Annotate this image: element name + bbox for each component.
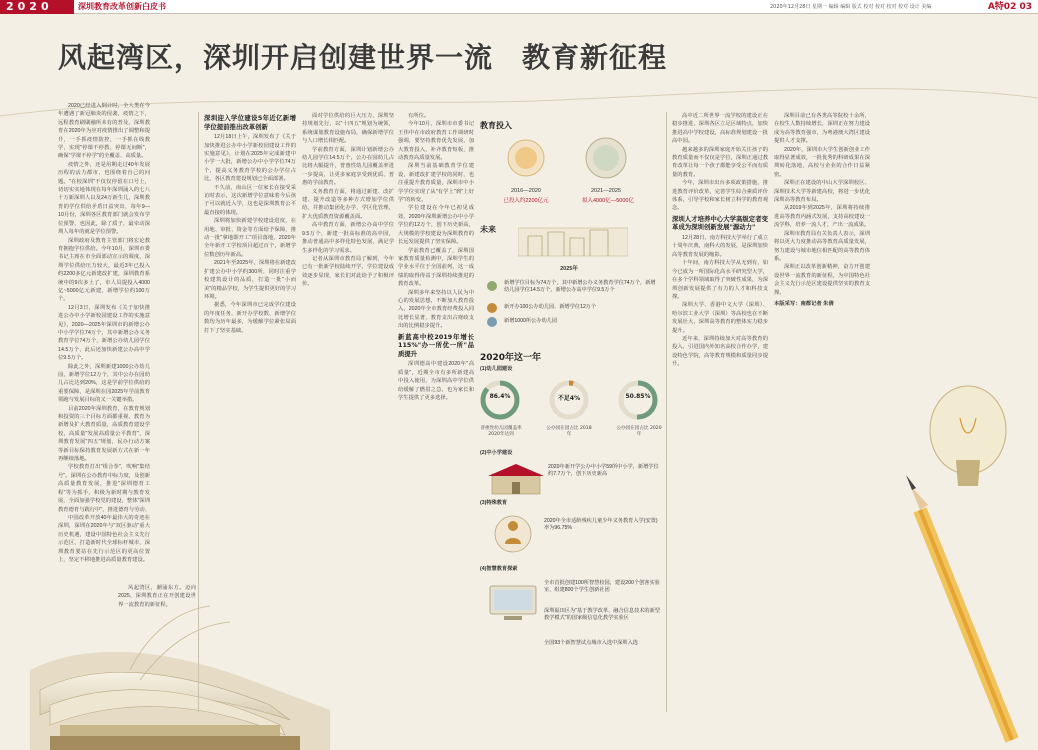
future-goal: [504, 304, 660, 311]
section-heading: 深圳人才培养中心大学高级定者变革成为深圳创新发展"源动力": [672, 214, 768, 232]
paragraph: 学校教育打出"组合拳"，吹响"集结号"。深圳在公办教育中标力度，及创新高质量教育发展，推进"深圳德育工程"等为抓手，积极为新时期与教育发展，全面加强学校党的建设，整体"深圳教育德育与践行中"，推进德育与劳动、: [58, 464, 150, 513]
paragraph: 深圳正以改革创新精神，奋力开创建设世界一流教育的新征程，为中国特色社会主义先行示范区建设提供坚实的教育支撑。: [774, 264, 870, 296]
school-icon: [488, 462, 544, 496]
infographic-section-title: 教育投入: [480, 121, 512, 130]
paragraph: 据悉，今年深圳市已完成学位建设的年度任务，新开办学校数、新增学位数均为历年最多，为缓解学位紧张局面打下了坚实基础。: [204, 302, 296, 334]
paragraph: 不久前，南山区一位家长在接受采访时表示，这次新增学位意味着今后孩子可以就近入学，这也是深圳教育公平最直接的体现。: [204, 184, 296, 216]
period-value: 已投入约2200亿元: [503, 198, 549, 204]
section-heading: 新蓝高中校2019年增长115%"办一所优一所"品质提升: [398, 332, 474, 358]
paragraph: 十年间，南方科技大学从无到有，如今已成为一所国际化高水平研究型大学，在多个学科领域取得了突破性成果，为深圳创新发展提供了有力的人才和科技支撑。: [672, 260, 768, 300]
period-label: 2016—2020: [511, 188, 541, 194]
paragraph: 今年10月，深圳市市委书记王伟中在市政府教育工作调研时强调，要坚持教育优先发展，加大教育投入，补齐教育短板，推动教育高质量发展。: [398, 121, 474, 162]
future-building-graphic: [518, 218, 628, 260]
subsection-title: (1)幼儿园建设: [480, 366, 513, 372]
donut-caption: 公办园在园占比 2018年: [546, 426, 592, 437]
paragraph: 2021年至2025年，深圳将在新建改扩建公办中小学约300所，同时注重学校建筑设计的品质，打造一批"小而美"的精品学校，为学生提供更好的学习环境。: [204, 260, 296, 300]
paragraph: 义务教育方面，将通过新建、改扩建、提升改造等多种方式增加学位供给，并推动集团化办学、学区化管理，扩大优质教育资源覆盖面。: [302, 188, 394, 220]
donut-label: 不足4%: [557, 395, 581, 402]
article-column-3: [302, 112, 394, 722]
paragraph: 12月18日上午，深圳发布了《关于加快推进公办中小学新校园建设工作的实施意见》，计划在2025年完成新建中小学一大批，新增公办中小学学位74万个，提高义务教育学校的公办学位占比，各区教育建设规划已全面部署。: [204, 134, 296, 183]
subsection-text: 全市首批创建100所智慧校园，建设200个创客实验室，组建800个学生创新社团: [544, 580, 660, 593]
future-goal: [504, 318, 660, 325]
special-education-icon: [488, 512, 538, 556]
page-code: A特02 03: [987, 2, 1032, 12]
paragraph: 深圳市教育局有关负责人表示，深圳将以更大力度推动高等教育高质量发展，努力建设与城市地位相匹配的高等教育体系。: [774, 230, 870, 262]
column-divider: [666, 112, 667, 712]
infographic: [478, 100, 664, 740]
paragraph: 除此之外，深圳新建1000公办幼儿园，新增学位12万个，其中公办在园幼儿占比达到20%，这是学前学位供给的重要保障，是深圳在园2025年学前教育领跑与发展目标的又一关键举措。: [58, 363, 150, 404]
future-goal-text: 新开办100公办幼儿园、新增学位12万个: [504, 304, 597, 310]
article-column-4: [398, 112, 474, 722]
subsection-text: 深圳福田区为"基于教学改革、融合信息技术的新型教学模式"的国家级信息化教学实验区: [544, 608, 660, 621]
subsection-text: 2020年新开学公办中小学59所中小学，新增学位约7.7万个，创下历史新高: [548, 464, 659, 477]
paragraph: 中国改革开放40年最伟大的奇迹在深圳，深圳在2020年与"双区驱动"重大历史机遇，建设中国特色社会主义先行示范区，打造新时代全球标杆城市，深圳教育要站在先行示范区的更高位置上，坚定不移地推进高质量教育建设。: [58, 515, 150, 564]
subsection-text: 全国93个新智慧试点城市入选中深圳入选: [544, 640, 638, 646]
paragraph: 深圳多年来坚持以人民为中心的发展思想，不断加大教育投入，2020年全市教育经费投入同比增长显著，教育支出占财政支出的比例稳步提升。: [398, 289, 474, 330]
paragraph: 深圳德高中建设2020年"高质量"，近期全市有多所新建高中投入使用，为深圳高中学位供给缓解了燃眉之急，也为家长和学生提供了更多选择。: [398, 361, 474, 401]
smart-education-icon: [486, 580, 540, 624]
paragraph: 高中近二所世界一流学校的建设正在稳步推进，深圳各区立足区域特点，加快推进高中学校建设，高标准规划建设一批高中园。: [672, 113, 768, 145]
article-column-1: [58, 102, 150, 514]
paragraph: 2020年，深圳市大学生创新创业工作取得显著成效，一批优秀的科研成果在深圳转化落地，高校与企业的合作日益紧密。: [774, 146, 870, 178]
paragraph: 深圳正在建设的中山大学深圳校区、深圳技术大学等新建高校，将进一步优化深圳高等教育布局。: [774, 180, 870, 204]
paragraph: 深圳目前已有各类高等院校十余所，在校生人数持续增长，深圳正在努力建设成为高等教育强市，为粤港澳大湾区建设提供人才支撑。: [774, 113, 870, 145]
paragraph: 今年，深圳市出台多项政策措施，推进教育评价改革，完善学生综合素质评价体系，引导学校和家长树立科学的教育观念。: [672, 180, 768, 212]
goal-bullet-icons: [482, 280, 502, 330]
section-title: 深圳教育改革创新白皮书: [78, 2, 166, 11]
paragraph: 12月3日，深圳发布《关于加快推进公办中小学新校园建设工作的实施意见》，2020—2025年深圳市的新增公办中小学学位74万个，其中新增公办义务教育学位74万个，新增公办幼儿园学位14.5万个，此后还加快新建公办高中学位9.5万个。: [58, 304, 150, 362]
future-year: 2025年: [560, 266, 578, 272]
column-divider: [198, 112, 199, 712]
paragraph: 深圳当前基础教育学位建设，新建改扩建学校的同时，也注重提升教育质量，深圳市中小学学位实现了从"有学上"到"上好学"的转变。: [398, 163, 474, 204]
dateline: 2020年12月28日 星期一 编辑 编辑 版式 校对 校对 校对 校对 设计 美编: [770, 4, 932, 10]
paragraph: 学前教育方面，深圳计划新增公办幼儿园学位14.5万个，公办在园幼儿占比将大幅提升，普惠性幼儿园覆盖率进一步提高，让更多家庭享受到优质、普惠的学前教育。: [302, 146, 394, 187]
paragraph: 深圳将加快新建学校建设进度，在用地、审批、资金等方面给予保障，推动一批"拿地即开工"项目落地，2020年全年新开工学校项目超过百个，新增学位数创历年新高。: [204, 218, 296, 258]
section-heading: 深圳迎入学位建设5年近亿新增学位提前推出改革创新: [204, 114, 296, 131]
top-banner: [0, 0, 1038, 14]
donut-caption: 公办园在园占比 2020年: [616, 426, 662, 437]
paragraph: 有所位。: [408, 113, 430, 119]
lightbulb-illustration: [880, 360, 1030, 750]
paragraph: 越来越多的深圳家庭开始关注孩子的教育质量而不仅仅是学位，深圳正通过教育改革让每一个孩子都能享受公平而有质量的教育。: [672, 146, 768, 178]
paragraph: 记者从深圳市教育局了解到，今年已有一批新学校陆续开学，学位建设成效逐步显现，家长们对此给予了积极评价。: [302, 255, 394, 288]
period-value: 拟入4000亿—5000亿: [582, 198, 634, 204]
subsection-title: (2)中小学建设: [480, 450, 513, 456]
subsection-text: 2020年全市适龄残疾儿童少年义务教育入学(安置)率为96.75%: [544, 518, 658, 531]
paragraph: 深圳大学、香港中文大学（深圳）、哈尔滨工业大学（深圳）等高校也在不断发展壮大，深圳高等教育的整体实力稳步提升。: [672, 302, 768, 334]
article-column-6: [672, 112, 768, 732]
paragraph: 学前教育已覆盖了，深圳国家教育质量检测中，深圳学生的学业水平位于全国前列，这一成绩的取得得益于深圳持续推进的教育改革。: [398, 247, 474, 288]
paragraph: 疫情之外，还是用期走过40年发展历程的活力都市，也围绕着自己的问题。"在校深圳"不仅仅停留在口号上，切切实实地体现在每年深圳涌入的七八十万新深圳人以及24万新生儿，深圳教育的学位供给矛盾日益突出，每年9—10月份，深圳各区教育部门就会发布学位预警，也因此，除了质子，最牵动深圳人每年的就是学位预警。: [58, 161, 150, 236]
paragraph: 近年来，深圳持续加大对高等教育的投入，引进国内外知名高校合作办学，建设特色学院，高等教育规模和质量同步提升。: [672, 335, 768, 368]
future-goal-text: 新增学位目标为74万个，其中新增公办义务教育学位74万个，新增幼儿园学位14.5万个，新增公办高中学位9.5万个: [504, 280, 656, 293]
donut-label: 86.4%: [489, 393, 511, 400]
paragraph: 学位建设在今年已初见成效，2020年深圳新增公办中小学学位约12万个，创下历史新高，大规模的学校建设为深圳教育的长远发展提供了坚实保障。: [398, 205, 474, 246]
paragraph: 从2019年到2025年，深圳将持续推进高等教育内涵式发展，支持高校建设一流学科，培养一流人才，产出一流成果。: [774, 205, 870, 229]
subsection-title: (4)智慧教育探索: [480, 566, 518, 572]
paragraph: 12月28日，南方科技大学举行了成立十周年庆典，南科大的发展，是深圳加快高等教育发展的缩影。: [672, 235, 768, 258]
article-column-2: [204, 112, 296, 722]
paragraph: 面对学位供给的巨大压力，深圳坚持规划先行，以"十四五"规划为统领，系统谋划教育设施布局，确保新增学位与人口增长相匹配。: [302, 113, 394, 145]
infographic-section-title: 未来: [480, 225, 496, 234]
paragraph: 深圳政府及教育主管部门将宏论教育拥抱学位供给。今年10月，深圳市委书记主席在市全面部动宣示的调度，深圳学位供给压力较大，最近3年已投入约2200多亿元新建改扩建，深圳教育系统中的9次多上了，市人员提投入4000亿~5000亿元新建，新增学位约100万个。: [58, 237, 150, 303]
future-goal: [504, 280, 660, 294]
page-headline: 风起湾区，深圳开启创建世界一流 教育新征程: [58, 41, 668, 74]
period-label: 2021—2025: [591, 188, 621, 194]
paragraph: 2020已经进入倒计时，全人类在今年遭遇了新冠肺炎的侵袭，疫情之下，远程教育刷刷融所未有的普及，深圳教育在2020年为应对疫情推出了调整和提升，一手抓疫情防控，一手抓在线教学，实现"停课不停教、停课无间断"，确保"学课不停学"的全覆盖、高质量。: [58, 103, 150, 160]
donut-label: 50.85%: [625, 393, 651, 400]
paragraph: 风起湾区，潮涌东方。迈向2025，深圳教育正在开创建设世界一流教育的新征程。: [118, 585, 196, 608]
subsection-title: (3)特殊教育: [480, 500, 508, 506]
paragraph: 目前2020年深圳教育，在教育规划和投资的三个目标方面都重视，教育为新增及扩大教育质量，高质教育建设学校，高质量"发展高质量公平教育"，深圳教育发展"四五"规划，民办行动方案等新目标保持教育发展新方式在新一年再继续落地。: [58, 405, 150, 463]
year-badge: 2020: [0, 0, 74, 14]
paragraph: 高中教育方面，新增公办高中学位9.5万个，新建一批高标准的高中园，推动普通高中多样化特色发展，满足学生多样化的学习需求。: [302, 222, 394, 254]
byline: 本版采写：南都记者 朱倩: [774, 300, 834, 307]
infographic-section-title: 2020年这一年: [480, 353, 542, 363]
future-goal-text: 新增1000所公办幼儿园: [504, 318, 558, 324]
donut-caption: 普惠性幼儿园覆盖率 2020年达到: [480, 426, 522, 437]
article-column-7: [774, 112, 870, 722]
investment-circles: [488, 130, 658, 188]
